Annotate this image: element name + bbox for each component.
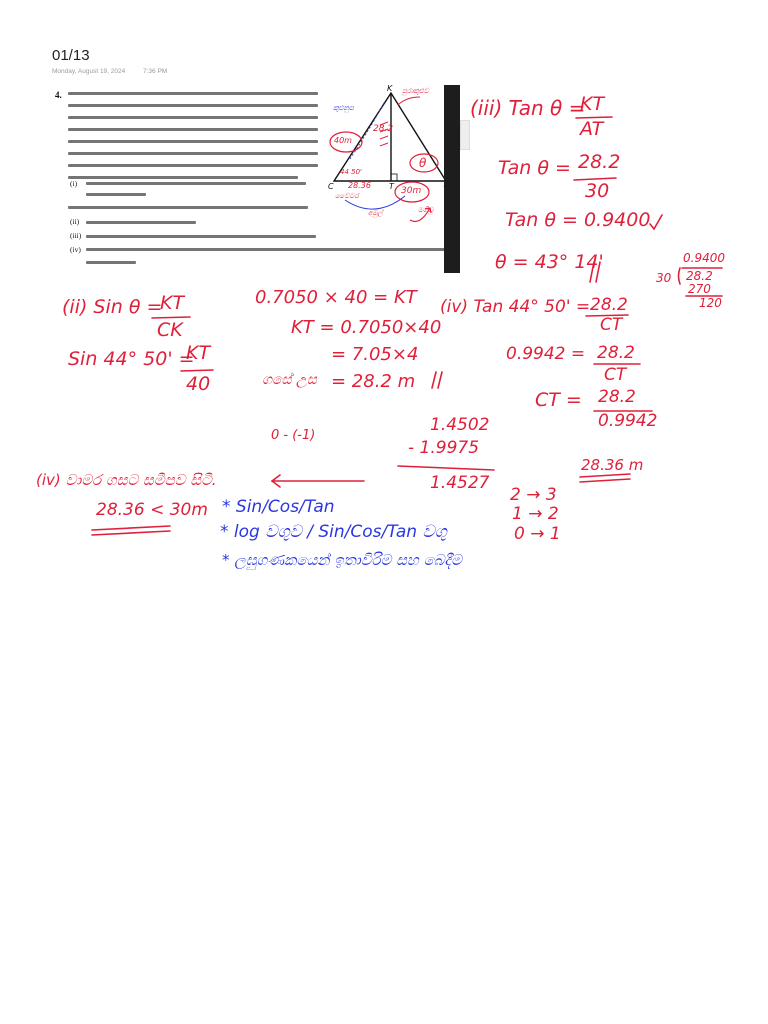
item-iii-label: (iii) (70, 231, 82, 240)
part4-den: CT (600, 315, 623, 335)
part4-step2-num: 28.2 (597, 343, 635, 363)
part2-frac-num: KT (160, 292, 185, 314)
div-divisor: 30 (656, 271, 672, 285)
base-left-label: 28.36 (348, 181, 371, 190)
map-line-2: 1 → 2 (512, 504, 559, 524)
page-date: Monday, August 19, 2024 (52, 68, 126, 75)
note-log-tables: * log වගුව / Sin/Cos/Tan වගු (220, 522, 447, 542)
map-line-3: 0 → 1 (514, 524, 561, 544)
div-remainder: 120 (699, 296, 722, 310)
note-top-label: පුරාකුළුව (402, 87, 429, 95)
note-right-label: අමුල් (368, 209, 383, 217)
log-sub: - 1.9975 (408, 438, 480, 458)
mid-step4: = 28.2 m (331, 371, 416, 392)
comparison-text: 28.36 < 30m (96, 500, 208, 520)
part3-result: θ = 43° 14' (495, 251, 604, 273)
part4-step3-lhs: CT = (535, 389, 582, 411)
div-quotient: 0.9400 (683, 251, 725, 265)
part2-frac-den: CK (157, 319, 183, 341)
zero-note: 0 - (-1) (271, 428, 316, 443)
part4-step3-den: 0.9942 (598, 411, 658, 431)
part2-step2-den: 40 (186, 373, 211, 395)
part3-lhs: (iii) Tan θ = (470, 96, 586, 120)
note-left2-label: වෛටර (335, 192, 359, 200)
mid-step2: KT = 0.7050×40 (291, 317, 442, 338)
question-number: 4. (55, 90, 62, 100)
page-title: 01/13 (52, 47, 90, 64)
vertex-t-label: T (389, 182, 394, 191)
part2-step2-num: KT (186, 342, 211, 364)
part4-step3-num: 28.2 (598, 387, 636, 407)
part4-step2-den: CT (604, 365, 627, 385)
part4-lhs: (iv) Tan 44° 50' = (440, 297, 591, 317)
mid-step1: 0.7050 × 40 = KT (255, 287, 417, 308)
note-right2-label: මගිවු (418, 206, 434, 214)
item-i-label: (i) (70, 179, 78, 188)
note-sin-cos-tan: * Sin/Cos/Tan (222, 497, 335, 517)
part3-step2-lhs: Tan θ = (498, 157, 571, 179)
part3-frac1-den: AT (580, 118, 604, 140)
part3-frac1-num: KT (580, 93, 605, 115)
part3-frac2-num: 28.2 (578, 151, 621, 173)
div-sub: 270 (688, 282, 711, 296)
hyp-40m-label: 40m (334, 136, 352, 145)
part4-answer: 28.36 m (581, 456, 644, 474)
part2-step2-lhs: Sin 44° 50' = (68, 348, 195, 370)
base-right-30m-label: 30m (401, 186, 422, 196)
part3-step3: Tan θ = 0.9400 (505, 209, 651, 231)
vertex-k-label: K (387, 85, 393, 93)
part4-step2-lhs: 0.9942 = (506, 344, 586, 364)
mid-step4-label: ගසේ උස (262, 372, 317, 388)
div-dividend: 28.2 (686, 269, 713, 283)
part4-num: 28.2 (590, 295, 628, 315)
note-logarithm-method: * ලඝුගණකයෙන් ඉතාවිරිම සහ බෙදීම (222, 551, 462, 569)
map-line-1: 2 → 3 (510, 485, 557, 505)
part3-frac2-den: 30 (585, 180, 610, 202)
log-top: 1.4502 (430, 415, 490, 435)
item-ii-label: (ii) (70, 217, 80, 226)
mid-step3: = 7.05×4 (331, 344, 419, 365)
page-time: 7:36 PM (143, 68, 168, 75)
conclusion-text: (iv) වාමර ගසට සමීපව සිටී. (36, 471, 217, 489)
part2-lhs: (ii) Sin θ = (62, 296, 163, 318)
note-left-label: කුළුනුප (333, 104, 354, 112)
item-iv-label: (iv) (70, 245, 81, 254)
log-result: 1.4527 (430, 473, 490, 493)
height-28-2-label: 28.2 (373, 124, 394, 134)
angle-44-50-label: 44 50' (340, 168, 362, 176)
angle-theta-label: θ (419, 156, 427, 170)
vertex-c-label: C (328, 182, 334, 191)
